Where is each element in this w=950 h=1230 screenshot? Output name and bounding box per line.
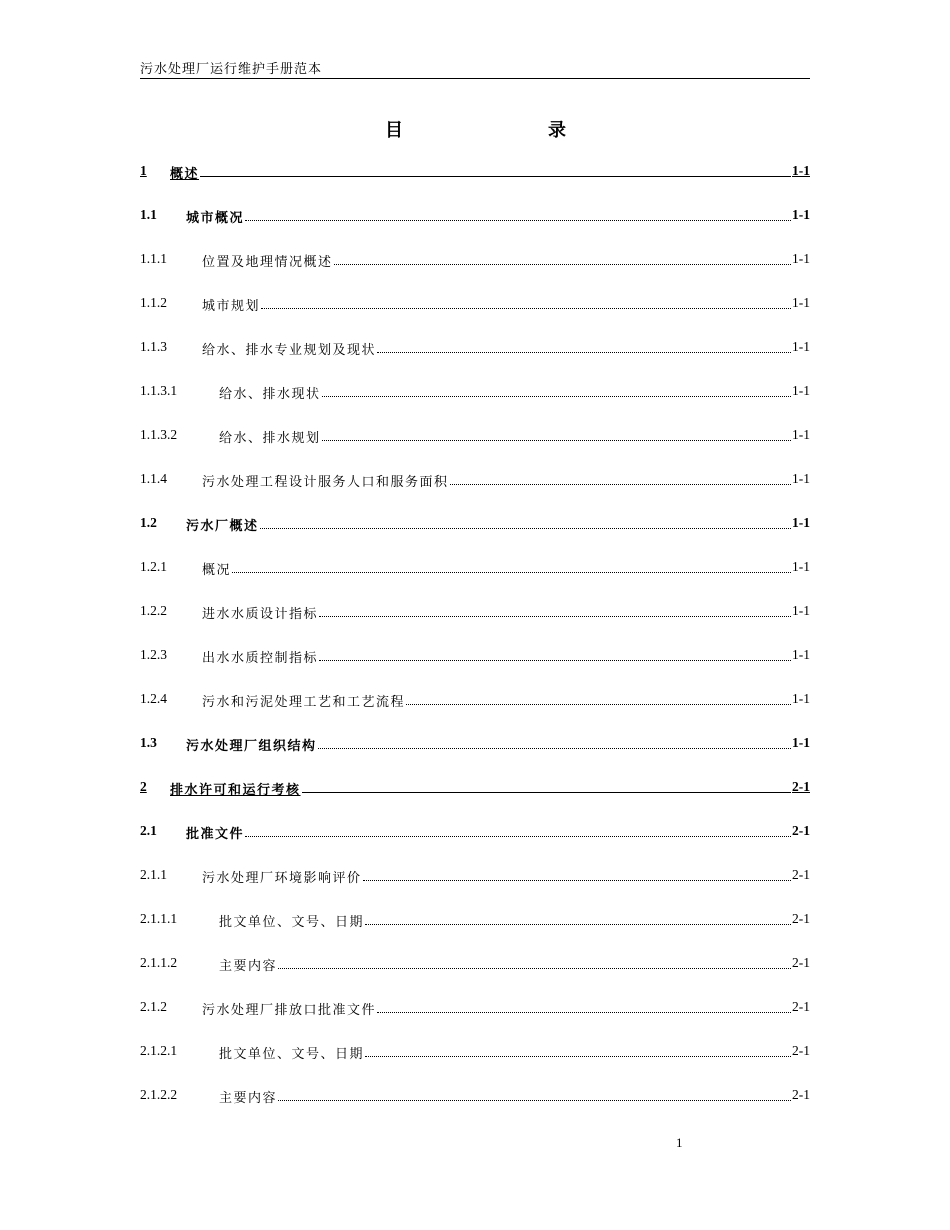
toc-entry-text: 给水、排水规划 — [219, 431, 321, 446]
toc-entry[interactable] — [140, 251, 810, 295]
table-of-contents — [140, 163, 810, 1131]
toc-entry-number: 1.2.3 — [140, 647, 167, 662]
toc-leader-dots — [377, 339, 791, 353]
toc-entry-page: 1-1 — [792, 427, 810, 442]
toc-title-char-2: 录 — [548, 120, 566, 141]
toc-entry[interactable] — [140, 559, 810, 603]
toc-entry-page: 1-1 — [792, 207, 810, 222]
toc-entry-text: 污水处理厂排放口批准文件 — [202, 1003, 377, 1018]
toc-entry-text: 城市概况 — [186, 211, 245, 226]
toc-entry[interactable] — [140, 823, 810, 867]
toc-leader-dots — [319, 603, 791, 617]
toc-entry-text: 给水、排水现状 — [219, 387, 321, 402]
toc-entry[interactable] — [140, 383, 810, 427]
toc-entry[interactable] — [140, 163, 810, 207]
toc-leader-dots — [334, 251, 791, 265]
toc-entry-page: 2-1 — [792, 911, 810, 926]
toc-leader-dots — [450, 471, 791, 485]
toc-entry-number: 1.2 — [140, 515, 157, 530]
toc-entry-number: 1.1.3 — [140, 339, 167, 354]
toc-entry-text: 出水水质控制指标 — [202, 651, 319, 666]
toc-entry-number: 2.1.1.1 — [140, 911, 178, 926]
toc-entry-number: 2.1.1.2 — [140, 955, 178, 970]
toc-entry-text: 污水和污泥处理工艺和工艺流程 — [202, 695, 406, 710]
toc-title-char-1: 目 — [385, 120, 403, 141]
toc-entry-text: 污水处理工程设计服务人口和服务面积 — [202, 475, 449, 490]
toc-entry-page: 1-1 — [792, 647, 810, 662]
toc-entry-text: 主要内容 — [219, 959, 278, 974]
toc-entry-text: 污水处理厂环境影响评价 — [202, 871, 362, 886]
toc-entry-number: 1.1.3.2 — [140, 427, 178, 442]
toc-entry-number: 2.1.2.1 — [140, 1043, 178, 1058]
toc-entry-page: 2-1 — [792, 955, 810, 970]
toc-entry[interactable] — [140, 339, 810, 383]
header-title: 污水处理厂运行维护手册范本 — [140, 62, 323, 77]
toc-entry[interactable] — [140, 911, 810, 955]
toc-entry-text: 城市规划 — [202, 299, 261, 314]
toc-entry-text: 污水处理厂组织结构 — [186, 739, 317, 754]
toc-entry[interactable] — [140, 999, 810, 1043]
toc-entry-page: 2-1 — [792, 779, 810, 794]
toc-entry-text: 位置及地理情况概述 — [202, 255, 333, 270]
toc-entry-page: 2-1 — [792, 1087, 810, 1102]
toc-entry-number: 1.1.2 — [140, 295, 167, 310]
toc-entry-number: 2.1.2 — [140, 999, 167, 1014]
page-header — [140, 56, 810, 79]
toc-entry-page: 1-1 — [792, 251, 810, 266]
toc-entry-text: 概述 — [170, 167, 200, 182]
toc-entry-text: 概况 — [202, 563, 232, 578]
toc-entry-page: 1-1 — [792, 603, 810, 618]
page-number: 1 — [676, 1135, 683, 1150]
toc-leader-dots — [200, 163, 791, 177]
toc-leader-dots — [278, 955, 791, 969]
toc-entry-page: 1-1 — [792, 691, 810, 706]
toc-entry[interactable] — [140, 647, 810, 691]
toc-entry[interactable] — [140, 1087, 810, 1131]
toc-entry-page: 1-1 — [792, 559, 810, 574]
toc-entry-page: 2-1 — [792, 823, 810, 838]
toc-entry-text: 进水水质设计指标 — [202, 607, 319, 622]
toc-leader-dots — [302, 779, 791, 793]
toc-entry[interactable] — [140, 427, 810, 471]
toc-entry-number: 1.2.1 — [140, 559, 167, 574]
toc-leader-dots — [377, 999, 791, 1013]
toc-entry-number: 2.1.1 — [140, 867, 167, 882]
toc-entry[interactable] — [140, 867, 810, 911]
toc-leader-dots — [260, 515, 791, 529]
toc-entry[interactable] — [140, 1043, 810, 1087]
toc-entry-page: 1-1 — [792, 295, 810, 310]
toc-entry-page: 1-1 — [792, 339, 810, 354]
toc-leader-dots — [278, 1087, 791, 1101]
toc-leader-dots — [406, 691, 791, 705]
toc-entry-text: 给水、排水专业规划及现状 — [202, 343, 377, 358]
toc-entry-page: 1-1 — [792, 471, 810, 486]
toc-leader-dots — [322, 427, 791, 441]
toc-leader-dots — [365, 1043, 791, 1057]
toc-entry-page: 2-1 — [792, 867, 810, 882]
toc-entry-number: 2 — [140, 779, 147, 794]
toc-leader-dots — [363, 867, 791, 881]
toc-entry[interactable] — [140, 735, 810, 779]
toc-entry-text: 主要内容 — [219, 1091, 278, 1106]
toc-entry-text: 批文单位、文号、日期 — [219, 915, 365, 930]
toc-entry[interactable] — [140, 691, 810, 735]
toc-entry[interactable] — [140, 603, 810, 647]
toc-entry-number: 2.1.2.2 — [140, 1087, 178, 1102]
toc-entry-page: 1-1 — [792, 515, 810, 530]
toc-entry[interactable] — [140, 515, 810, 559]
toc-leader-dots — [318, 735, 791, 749]
toc-leader-dots — [245, 207, 791, 221]
toc-entry-number: 1.1.1 — [140, 251, 167, 266]
toc-leader-dots — [322, 383, 791, 397]
toc-entry[interactable] — [140, 207, 810, 251]
toc-entry-number: 1.1 — [140, 207, 157, 222]
toc-entry-number: 1.2.4 — [140, 691, 167, 706]
toc-leader-dots — [365, 911, 791, 925]
toc-leader-dots — [232, 559, 791, 573]
toc-entry-page: 2-1 — [792, 1043, 810, 1058]
toc-entry-page: 2-1 — [792, 999, 810, 1014]
toc-entry-text: 批准文件 — [186, 827, 245, 842]
toc-entry[interactable] — [140, 955, 810, 999]
toc-entry[interactable] — [140, 295, 810, 339]
toc-entry-text: 批文单位、文号、日期 — [219, 1047, 365, 1062]
toc-entry[interactable] — [140, 779, 810, 823]
toc-entry-number: 1.1.4 — [140, 471, 167, 486]
toc-entry-page: 1-1 — [792, 735, 810, 750]
toc-entry-number: 1.1.3.1 — [140, 383, 178, 398]
toc-leader-dots — [319, 647, 791, 661]
toc-entry-page: 1-1 — [792, 163, 810, 178]
toc-leader-dots — [261, 295, 791, 309]
toc-entry-page: 1-1 — [792, 383, 810, 398]
toc-leader-dots — [245, 823, 791, 837]
toc-entry-text: 排水许可和运行考核 — [170, 783, 301, 798]
toc-entry-text: 污水厂概述 — [186, 519, 259, 534]
toc-entry[interactable] — [140, 471, 810, 515]
toc-entry-number: 2.1 — [140, 823, 157, 838]
toc-entry-number: 1 — [140, 163, 147, 178]
toc-entry-number: 1.3 — [140, 735, 157, 750]
toc-entry-number: 1.2.2 — [140, 603, 167, 618]
